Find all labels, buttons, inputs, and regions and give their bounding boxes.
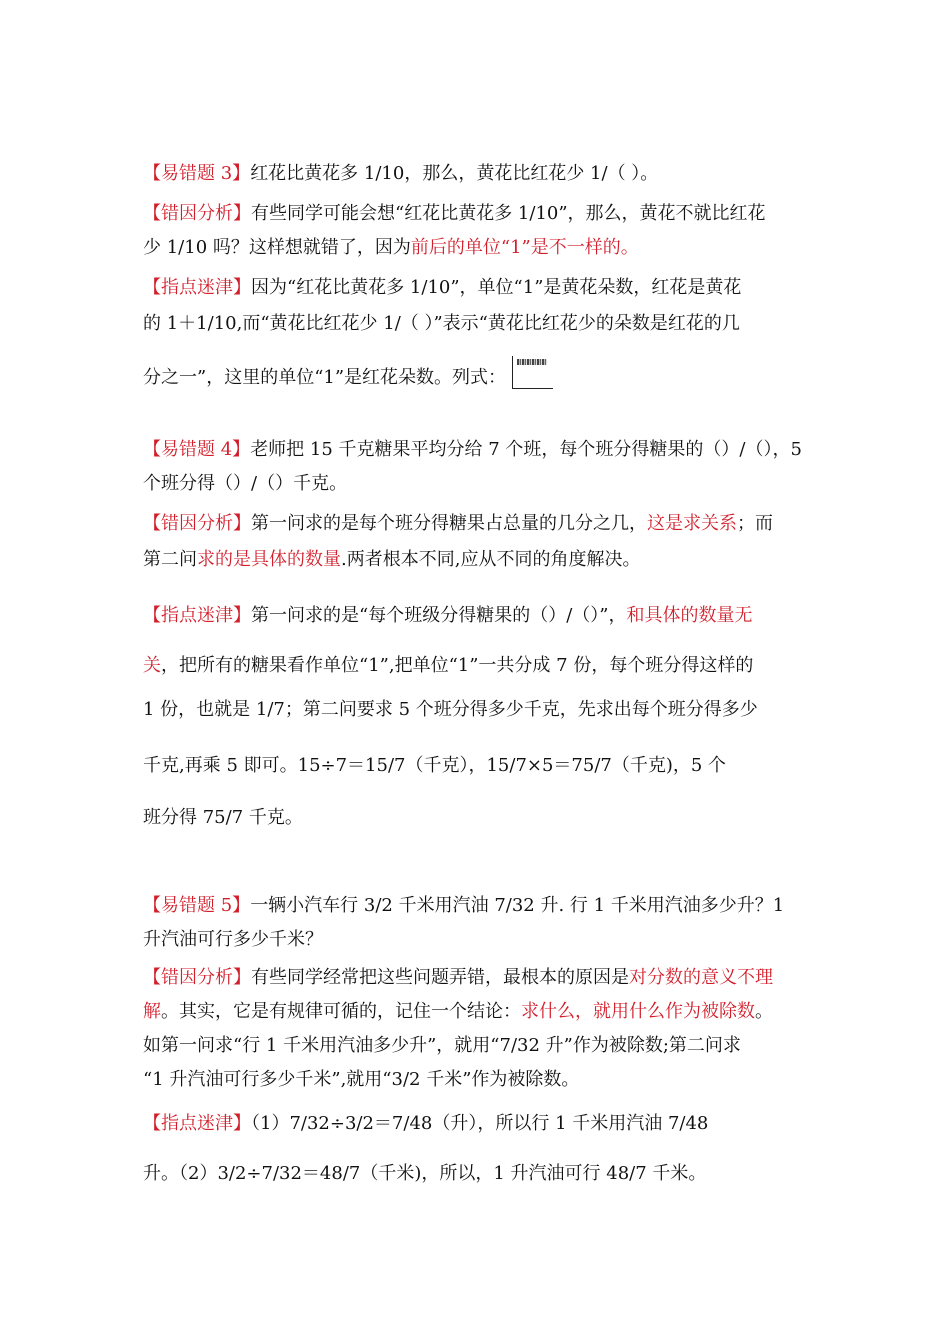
highlight-text: 求的是具体的数量	[197, 549, 341, 570]
highlight-text: 解	[143, 1001, 161, 1022]
problem-3-tag: 【易错题 3】	[143, 163, 251, 184]
analysis-text: 第一问求的是每个班分得糖果占总量的几分之几，	[251, 513, 647, 534]
highlight-text: 这是求关系	[647, 513, 737, 534]
analysis-text: 有些同学经常把这些问题弄错，最根本的原因是	[251, 967, 629, 988]
problem-3-question	[143, 162, 813, 186]
problem-5-tips-line-2	[143, 1162, 813, 1186]
problem-4-tips-line-5	[143, 806, 813, 830]
analysis-text: .两者根本不同,应从不同的角度解决。	[341, 549, 641, 570]
question-text: 个班分得（）/（）千克。	[143, 473, 348, 494]
problem-5-tips-line-1	[143, 1112, 813, 1136]
tips-text: 升。（2）3/2÷7/32＝48/7（千米)，所以，1 升汽油可行 48/7 千米。	[143, 1163, 707, 1184]
tips-text: 1 份，也就是 1/7；第二问要求 5 个班分得多少千克，先求出每个班分得多少	[143, 699, 758, 720]
problem-4-tips-line-2	[143, 654, 813, 678]
analysis-tag: 【错因分析】	[143, 203, 251, 224]
analysis-text: 有些同学可能会想“红花比黄花多 1/10”，那么，黄花不就比红花	[251, 203, 766, 224]
problem-5-question-line-2	[143, 928, 813, 952]
tips-text: （1）7/32÷3/2＝7/48（升），所以行 1 千米用汽油 7/48	[251, 1113, 709, 1134]
problem-3-analysis-line-1	[143, 202, 813, 226]
tips-tag: 【指点迷津】	[143, 1113, 251, 1134]
highlight-text: 关	[143, 655, 161, 676]
problem-5-analysis-line-2	[143, 1000, 813, 1024]
analysis-text: ；而	[737, 513, 773, 534]
highlight-text: 前后的单位“1”是不一样的。	[410, 237, 639, 258]
analysis-text: 如第一问求“行 1 千米用汽油多少升”，就用“7/32 升”作为被除数;第二问求	[143, 1035, 741, 1056]
problem-3-text: 红花比黄花多 1/10，那么，黄花比红花少 1/（ ）。	[250, 163, 659, 184]
highlight-text: 对分数的意义不理	[629, 967, 773, 988]
question-text: 老师把 15 千克糖果平均分给 7 个班，每个班分得糖果的（）/（），5	[250, 439, 802, 460]
analysis-text: 第二问	[143, 549, 197, 570]
tips-text: 因为“红花比黄花多 1/10”，单位“1”是黄花朵数，红花是黄花	[251, 277, 742, 298]
problem-4-analysis-line-2	[143, 548, 813, 572]
problem-5-analysis-line-3	[143, 1034, 813, 1058]
analysis-text: 。其实，它是有规律可循的，记住一个结论：	[161, 1001, 521, 1022]
tips-text: 分之一”，这里的单位“1”是红花朵数。列式：	[143, 367, 507, 388]
analysis-tag: 【错因分析】	[143, 967, 251, 988]
analysis-text: “1 升汽油可行多少千米”,就用“3/2 千米”作为被除数。	[143, 1069, 580, 1090]
problem-4-question-line-2	[143, 472, 813, 496]
question-text: 一辆小汽车行 3/2 千米用汽油 7/32 升. 行 1 千米用汽油多少升？1	[250, 895, 785, 916]
tips-text: 班分得 75/7 千克。	[143, 807, 303, 828]
highlight-text: 求什么，就用什么作为被除数	[521, 1001, 755, 1022]
problem-3-tips-line-3	[143, 356, 813, 390]
tips-tag: 【指点迷津】	[143, 605, 251, 626]
problem-4-tips-line-4	[143, 754, 813, 778]
tips-tag: 【指点迷津】	[143, 277, 251, 298]
question-text: 升汽油可行多少千米？	[143, 929, 323, 950]
problem-3-tips-line-2	[143, 312, 813, 336]
highlight-text: 和具体的数量无	[626, 605, 753, 626]
problem-5-tag: 【易错题 5】	[143, 895, 251, 916]
formula-scribble	[517, 359, 547, 365]
tips-text: 千克,再乘 5 即可。15÷7＝15/7（千克），15/7×5＝75/7（千克)，5 个	[143, 755, 727, 776]
problem-4-tag: 【易错题 4】	[143, 439, 251, 460]
problem-5-question-line-1	[143, 894, 813, 918]
tips-text: ，把所有的糖果看作单位“1”,把单位“1”一共分成 7 份，每个班分得这样的	[161, 655, 754, 676]
problem-4-tips-line-1	[143, 604, 813, 628]
tips-text: 的 1＋1/10,而“黄花比红花少 1/（ ）”表示“黄花比红花少的朵数是红花的几	[143, 313, 740, 334]
formula-image	[512, 356, 553, 389]
problem-4-analysis-line-1	[143, 512, 813, 536]
problem-5-analysis-line-4	[143, 1068, 813, 1092]
problem-3-analysis-line-2	[143, 236, 813, 260]
problem-5-analysis-line-1	[143, 966, 813, 990]
analysis-text: 少 1/10 吗？这样想就错了，因为	[143, 237, 411, 258]
problem-4-tips-line-3	[143, 698, 813, 722]
problem-3-tips-line-1	[143, 276, 813, 300]
analysis-text: 。	[755, 1001, 773, 1022]
analysis-tag: 【错因分析】	[143, 513, 251, 534]
problem-4-question-line-1	[143, 438, 813, 462]
tips-text: 第一问求的是“每个班级分得糖果的（）/（）”，	[251, 605, 627, 626]
